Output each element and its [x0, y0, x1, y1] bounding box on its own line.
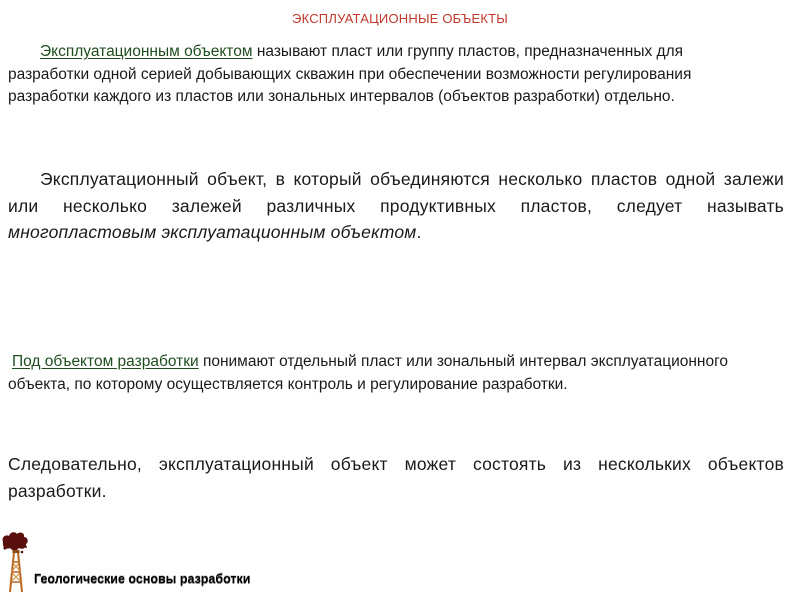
definition-1-text: называют пласт или группу пластов, предназначенных для разработки одной серией добывающих скважин при обеспечении возможности регулирования разработки каждого из пластов или зональных интервалов (объектов разработки) отдельно.	[8, 43, 692, 105]
slide-title: ЭКСПЛУАТАЦИОННЫЕ ОБЪЕКТЫ	[292, 11, 508, 26]
definition-2-lead: Эксплуатационный объект, в который объединяются несколько пластов одной залежи или несколько залежей различных продуктивных пластов, следует называть	[8, 169, 784, 216]
oil-derrick-icon	[0, 530, 32, 594]
term-development-object: Под объектом разработки	[12, 353, 199, 370]
definition-exploitation-object	[8, 41, 756, 109]
definition-3-text: понимают отдельный пласт или зональный интервал эксплуатационного объекта, по которому осуществляется контроль и регулирование разработки.	[8, 353, 729, 393]
conclusion-text: Следовательно, эксплуатационный объект может состоять из нескольких объектов разработки.	[8, 454, 784, 501]
definition-2-tail: .	[416, 222, 422, 242]
term-exploitation-object: Эксплуатационным объектом	[40, 43, 253, 60]
definition-development-object	[8, 351, 784, 396]
definition-multilayer-object	[8, 166, 784, 246]
footer-label: Геологические основы разработки	[34, 572, 251, 586]
term-multilayer-object: многопластовым эксплуатационным объектом	[8, 222, 417, 242]
